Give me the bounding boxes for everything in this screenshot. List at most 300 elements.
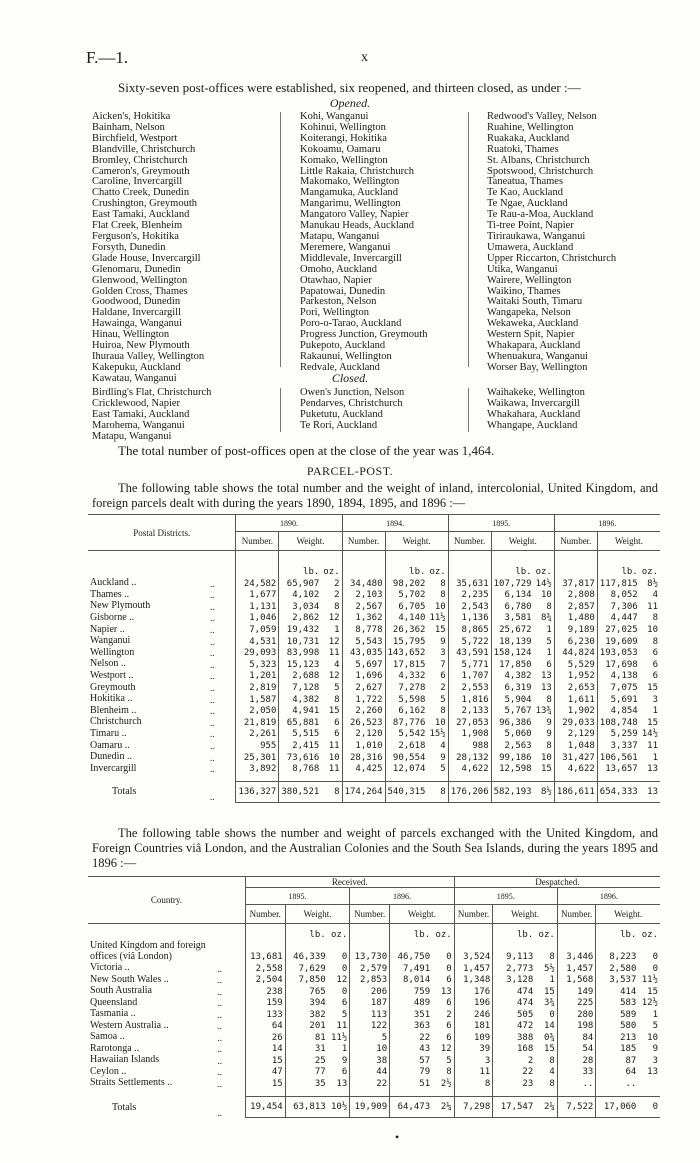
number-value: 29,033 bbox=[554, 716, 597, 728]
weight-lb-value: 25,672 bbox=[491, 623, 533, 635]
weight-oz-value: 9 bbox=[652, 1044, 658, 1054]
spacer-cell bbox=[432, 1089, 454, 1097]
leader-dots: .. bbox=[209, 578, 215, 589]
number-value: 238 bbox=[245, 985, 285, 997]
weight-lb-value: 12,598 bbox=[491, 763, 533, 775]
weight-oz-value: 6 bbox=[446, 1021, 452, 1031]
weight-oz-value: 6 bbox=[334, 717, 340, 728]
weight-oz-value: 15 bbox=[541, 764, 552, 775]
weight-oz-value: 8 bbox=[334, 694, 340, 705]
weight-oz-value: 4 bbox=[549, 1067, 555, 1077]
weight-oz-value: 0 bbox=[652, 963, 658, 974]
number-value: 113 bbox=[350, 1008, 390, 1020]
number-value: 280 bbox=[557, 1008, 596, 1020]
post-office-entry: Little Rakaia, Christchurch bbox=[300, 165, 415, 177]
weight-oz-value: 15 bbox=[647, 986, 658, 997]
row-label bbox=[88, 658, 208, 670]
weight-lb-value: 27,025 bbox=[597, 623, 639, 635]
weight-lb-value: 99,186 bbox=[491, 751, 533, 763]
row-label bbox=[88, 612, 208, 624]
weight-lb-value: 5,598 bbox=[385, 693, 427, 705]
row-label bbox=[88, 1054, 216, 1066]
weight-lb-value: 17,060 bbox=[596, 1097, 639, 1118]
weight-lb-value: 143,652 bbox=[385, 647, 427, 659]
weight-lb-value: 108,748 bbox=[597, 716, 639, 728]
number-value: 5,529 bbox=[554, 658, 597, 670]
number-value: 64 bbox=[245, 1020, 285, 1032]
weight-lb-value: 185 bbox=[596, 1043, 639, 1055]
weight-lb-value: 19,432 bbox=[279, 623, 321, 635]
unit-label: lb. bbox=[597, 551, 639, 578]
row-label-text: Wellington bbox=[90, 646, 135, 658]
weight-oz-value: 1 bbox=[341, 1044, 348, 1054]
post-office-entry: Owen's Junction, Nelson bbox=[300, 387, 405, 398]
number-value: 122 bbox=[350, 1020, 390, 1032]
column-header: Weight. bbox=[285, 905, 350, 924]
table-row bbox=[88, 589, 660, 601]
post-office-entry: Whakahara, Auckland bbox=[487, 408, 581, 420]
weight-oz-value: 6 bbox=[334, 729, 340, 740]
number-value: 3,892 bbox=[236, 763, 279, 775]
weight-oz-value: 9 bbox=[546, 717, 552, 728]
row-label bbox=[88, 997, 216, 1009]
units-spacer bbox=[554, 551, 597, 578]
weight-lb-value: 3,337 bbox=[597, 739, 639, 751]
weight-oz-value: 1 bbox=[549, 975, 555, 985]
weight-lb-value: 63,813 bbox=[285, 1097, 328, 1118]
row-label bbox=[88, 940, 216, 962]
weight-oz-value: 0¾ bbox=[543, 1032, 555, 1043]
row-label-text: Totals bbox=[112, 786, 137, 798]
number-value: 2,567 bbox=[342, 600, 385, 612]
opened-column-3 bbox=[487, 112, 616, 374]
number-value: 1,707 bbox=[448, 670, 491, 682]
number-value: 84 bbox=[557, 1031, 596, 1043]
table-header-row bbox=[88, 877, 660, 888]
weight-oz-value: 9 bbox=[440, 752, 446, 763]
weight-lb-value: 4,941 bbox=[279, 705, 321, 717]
post-office-entry: Spotswood, Christchurch bbox=[487, 165, 594, 177]
post-office-entry: Middlevale, Invercargill bbox=[300, 252, 402, 264]
table-row bbox=[88, 693, 660, 705]
column-header: Number. bbox=[557, 905, 596, 924]
row-label-text: Totals bbox=[112, 1101, 137, 1113]
table2-intro: The following table shows the number and weight of parcels exchanged with the United Kingdom, and Foreign Countries viâ London, and the Australian Colonies and the South Sea Islands, during the years 1895 and 1896 :— bbox=[92, 826, 658, 870]
weight-oz-value: 8 bbox=[652, 636, 658, 647]
post-office-entry: Redwood's Valley, Nelson bbox=[487, 111, 597, 122]
unit-label: oz. bbox=[323, 567, 340, 577]
weight-lb-value: 5,702 bbox=[385, 589, 427, 601]
number-value: 8,778 bbox=[342, 623, 385, 635]
weight-lb-value: 4,854 bbox=[597, 705, 639, 717]
post-office-entry: Mangamuka, Auckland bbox=[300, 187, 398, 199]
weight-oz-value: 9 bbox=[341, 1055, 348, 1066]
leader-dots: .. bbox=[209, 694, 215, 705]
weight-oz-value: 8 bbox=[546, 694, 552, 705]
weight-lb-value: 414 bbox=[596, 985, 639, 997]
weight-oz-value: 6 bbox=[446, 975, 452, 985]
leader-dots: .. bbox=[209, 613, 215, 624]
opened-heading: Opened. bbox=[329, 96, 371, 110]
weight-oz-value: 2¼ bbox=[432, 1097, 454, 1118]
post-office-entry: Hinau, Wellington bbox=[92, 329, 170, 341]
weight-lb-value: 2,773 bbox=[493, 962, 536, 974]
row-label bbox=[88, 751, 208, 763]
weight-lb-value: 2,862 bbox=[279, 612, 321, 624]
leader-dots: .. bbox=[217, 1078, 223, 1089]
number-value: 19,909 bbox=[350, 1097, 390, 1118]
leader-dots: .. bbox=[209, 717, 215, 728]
post-office-entry: Te Rori, Auckland bbox=[300, 419, 378, 431]
row-label bbox=[88, 705, 208, 717]
weight-oz-value: 15 bbox=[434, 624, 446, 635]
weight-lb-value: 7,629 bbox=[285, 962, 328, 974]
post-office-entry: East Tamaki, Auckland bbox=[92, 209, 190, 221]
weight-lb-value: 7,278 bbox=[385, 681, 427, 693]
weight-oz-value: 11 bbox=[647, 601, 658, 612]
number-value: 1,131 bbox=[236, 600, 279, 612]
weight-lb-value: 168 bbox=[493, 1043, 536, 1055]
post-office-entry: Bainham, Nelson bbox=[92, 121, 165, 133]
post-office-entry: Ferguson's, Hokitika bbox=[92, 230, 179, 242]
number-value: 26,523 bbox=[342, 716, 385, 728]
row-label bbox=[88, 1077, 216, 1089]
weight-oz-value: 5 bbox=[546, 636, 552, 647]
leader-dots: .. bbox=[209, 648, 215, 659]
number-value: 159 bbox=[245, 997, 285, 1009]
post-office-entry: Pori, Wellington bbox=[300, 307, 369, 319]
post-office-entry: Whenuakura, Wanganui bbox=[487, 350, 589, 362]
post-offices-intro: Sixty-seven post-offices were established, six reopened, and thirteen closed, as under :— bbox=[118, 80, 581, 95]
post-office-entry: Waikawa, Invercargill bbox=[487, 397, 580, 409]
number-value: 1,457 bbox=[557, 962, 596, 974]
weight-oz-value: 12 bbox=[328, 636, 340, 647]
number-value: 1,908 bbox=[448, 728, 491, 740]
row-label-text: Nelson .. bbox=[90, 658, 126, 670]
column-header: Number. bbox=[350, 905, 390, 924]
weight-lb-value: 87,776 bbox=[385, 716, 427, 728]
table-row bbox=[88, 1043, 660, 1055]
spacer-cell bbox=[427, 774, 448, 781]
weight-lb-value: 5,515 bbox=[279, 728, 321, 740]
column-header: Number. bbox=[245, 905, 285, 924]
weight-oz-value: 0 bbox=[446, 952, 452, 962]
number-value: 2,857 bbox=[554, 600, 597, 612]
leader-dots: .. bbox=[209, 752, 215, 763]
number-value: 25,301 bbox=[236, 751, 279, 763]
post-office-entry: Kohinui, Wellington bbox=[300, 121, 386, 133]
spacer-cell bbox=[596, 1089, 639, 1097]
year-header: 1895. bbox=[454, 888, 557, 905]
weight-oz-value: 5 bbox=[341, 1009, 348, 1020]
opened-column-1 bbox=[92, 112, 204, 385]
weight-oz-value: 6 bbox=[652, 659, 658, 670]
table-row bbox=[88, 681, 660, 693]
table-row bbox=[88, 577, 660, 589]
number-value: 13,681 bbox=[245, 940, 285, 962]
closed-column-1 bbox=[92, 388, 211, 443]
post-office-entry: Utika, Wanganui bbox=[487, 263, 558, 275]
number-value: 4,622 bbox=[554, 763, 597, 775]
post-office-entry: Kokoamu, Oamaru bbox=[300, 143, 381, 155]
weight-oz-value: 12 bbox=[328, 671, 340, 682]
number-value: 6,230 bbox=[554, 635, 597, 647]
weight-oz-value: 11 bbox=[647, 740, 658, 751]
units-spacer bbox=[342, 551, 385, 578]
post-office-entry: Cameron's, Greymouth bbox=[92, 165, 190, 177]
number-value: 2,120 bbox=[342, 728, 385, 740]
weight-lb-value: 13,657 bbox=[597, 763, 639, 775]
table-row bbox=[88, 974, 660, 986]
weight-oz-value: 2 bbox=[446, 1009, 452, 1020]
number-value: 1,816 bbox=[448, 693, 491, 705]
weight-oz-value: 11½ bbox=[641, 975, 658, 985]
row-label-text: Invercargill bbox=[90, 762, 137, 774]
number-value: 1,696 bbox=[342, 670, 385, 682]
weight-lb-value: 57 bbox=[390, 1054, 433, 1066]
page-number: x bbox=[361, 50, 368, 65]
weight-lb-value: 5,259 bbox=[597, 728, 639, 740]
leader-dots: .. bbox=[209, 590, 215, 601]
weight-lb-value: 64 bbox=[596, 1066, 639, 1078]
column-header: Number. bbox=[236, 532, 279, 551]
post-office-entry: Crushington, Greymouth bbox=[92, 198, 197, 210]
weight-oz-value: 8 bbox=[546, 601, 552, 612]
number-value: 176 bbox=[454, 985, 493, 997]
weight-lb-value: 117,815 bbox=[597, 577, 639, 589]
row-label bbox=[88, 962, 216, 974]
weight-oz-value: 2 bbox=[334, 590, 340, 601]
leader-dots: .. bbox=[209, 729, 215, 740]
weight-lb-value: 6,319 bbox=[491, 681, 533, 693]
weight-lb-value: 77 bbox=[285, 1066, 328, 1078]
totals-row bbox=[88, 1097, 660, 1118]
weight-oz-value: 13¾ bbox=[535, 706, 552, 717]
number-value: 44 bbox=[350, 1066, 390, 1078]
row-label bbox=[88, 589, 208, 601]
weight-oz-value: 5 bbox=[334, 682, 340, 693]
row-label bbox=[88, 728, 208, 740]
number-value: 21,819 bbox=[236, 716, 279, 728]
weight-oz-value: 10 bbox=[328, 752, 340, 763]
weight-oz-value: 15½ bbox=[429, 729, 446, 740]
spacer-cell bbox=[638, 1089, 660, 1097]
weight-oz-value: 4 bbox=[652, 590, 658, 601]
weight-oz-value: 8½ bbox=[534, 781, 555, 802]
weight-oz-value: 13 bbox=[541, 682, 552, 693]
row-label-text: Timaru .. bbox=[90, 728, 127, 740]
parcels-exchanged-table bbox=[88, 876, 660, 1118]
leader-dots: .. bbox=[209, 601, 215, 612]
weight-oz-value: 8 bbox=[321, 781, 342, 802]
column-header: Weight. bbox=[390, 905, 455, 924]
post-office-entry: Komako, Wellington bbox=[300, 154, 388, 166]
row-label-text: Christchurch bbox=[90, 716, 142, 728]
table-row bbox=[88, 985, 660, 997]
number-value: 186,611 bbox=[554, 781, 597, 802]
post-office-entry: St. Albans, Christchurch bbox=[487, 154, 590, 166]
spacer-cell bbox=[88, 1089, 245, 1097]
unit-label: oz. bbox=[535, 567, 552, 577]
weight-lb-value: 65,907 bbox=[279, 577, 321, 589]
units-spacer bbox=[245, 924, 285, 941]
units-spacer bbox=[88, 551, 236, 578]
post-office-entry: Omoho, Auckland bbox=[300, 263, 377, 275]
weight-oz-value: 0 bbox=[341, 986, 348, 997]
row-label-text: Samoa .. bbox=[90, 1031, 125, 1043]
post-office-entry: Cricklewood, Napier bbox=[92, 397, 181, 409]
weight-lb-value: 580 bbox=[596, 1020, 639, 1032]
weight-oz-value: 13 bbox=[336, 1078, 348, 1089]
weight-oz-value: 5 bbox=[652, 1021, 658, 1031]
year-header: 1896. bbox=[557, 888, 660, 905]
number-value: 28 bbox=[557, 1054, 596, 1066]
weight-lb-value: 7,491 bbox=[390, 962, 433, 974]
post-office-entry: Bromley, Christchurch bbox=[92, 154, 188, 166]
weight-oz-value: 2¼ bbox=[535, 1097, 557, 1118]
unit-label: oz. bbox=[330, 930, 348, 940]
weight-oz-value: 10 bbox=[541, 752, 552, 763]
row-label bbox=[88, 1031, 216, 1043]
number-value: 26 bbox=[245, 1031, 285, 1043]
weight-oz-value: 1 bbox=[546, 624, 552, 635]
number-value: 246 bbox=[454, 1008, 493, 1020]
row-label bbox=[88, 1066, 216, 1078]
number-value: 109 bbox=[454, 1031, 493, 1043]
leader-dots: .. bbox=[217, 1044, 223, 1054]
row-label-text: Dunedin .. bbox=[90, 751, 132, 763]
number-value: 4,622 bbox=[448, 763, 491, 775]
weight-oz-value: 15 bbox=[543, 986, 555, 997]
weight-oz-value: 8 bbox=[546, 740, 552, 751]
weight-oz-value: 8 bbox=[549, 1078, 555, 1089]
column-header: Weight. bbox=[385, 532, 448, 551]
row-label bbox=[88, 693, 208, 705]
number-value: 1,587 bbox=[236, 693, 279, 705]
weight-lb-value: 8,014 bbox=[390, 974, 433, 986]
weight-oz-value: 2 bbox=[334, 578, 340, 589]
post-office-entry: Glenomaru, Dunedin bbox=[92, 263, 181, 275]
weight-lb-value: 17,815 bbox=[385, 658, 427, 670]
number-value: 47 bbox=[245, 1066, 285, 1078]
weight-oz-value: 9 bbox=[546, 729, 552, 740]
number-value: 2,819 bbox=[236, 681, 279, 693]
post-office-entry: Worser Bay, Wellington bbox=[487, 361, 588, 373]
spacer-cell bbox=[491, 774, 533, 781]
weight-lb-value: 83,998 bbox=[279, 647, 321, 659]
number-value: 43,591 bbox=[448, 647, 491, 659]
year-header: 1896. bbox=[554, 515, 660, 532]
units-spacer bbox=[350, 924, 390, 941]
row-label-text: Queensland bbox=[90, 996, 138, 1008]
weight-lb-value: 18,139 bbox=[491, 635, 533, 647]
column-header: Country. bbox=[88, 877, 245, 924]
weight-oz-value: 3 bbox=[440, 648, 446, 659]
number-value: 2,579 bbox=[350, 962, 390, 974]
weight-oz-value: 2½ bbox=[440, 1078, 452, 1089]
number-value: 2,103 bbox=[342, 589, 385, 601]
weight-oz-value: 0 bbox=[652, 952, 658, 962]
weight-lb-value: 98,202 bbox=[385, 577, 427, 589]
weight-lb-value: 589 bbox=[596, 1008, 639, 1020]
post-office-entry: Upper Riccarton, Christchurch bbox=[487, 252, 617, 264]
spacer-cell bbox=[597, 774, 639, 781]
table-row bbox=[88, 705, 660, 717]
number-value: 206 bbox=[350, 985, 390, 997]
weight-lb-value: 474 bbox=[493, 997, 536, 1009]
weight-lb-value: 87 bbox=[596, 1054, 639, 1066]
row-label-text: Thames .. bbox=[90, 588, 130, 600]
spacer-cell bbox=[342, 774, 385, 781]
table-row bbox=[88, 600, 660, 612]
number-value: 9,189 bbox=[554, 623, 597, 635]
weight-oz-value: 12½ bbox=[641, 998, 658, 1008]
row-label bbox=[88, 781, 208, 802]
unit-label: lb. bbox=[285, 924, 328, 941]
number-value: 10 bbox=[350, 1043, 390, 1055]
post-office-entry: Whakapara, Auckland bbox=[487, 340, 581, 352]
post-office-entry: Glenwood, Wellington bbox=[92, 274, 188, 286]
post-office-entry: Rakaunui, Wellington bbox=[300, 350, 392, 362]
post-office-entry: Wairere, Wellington bbox=[487, 274, 572, 286]
units-spacer bbox=[88, 924, 245, 941]
leader-dots: .. bbox=[209, 671, 215, 682]
number-value: 2,627 bbox=[342, 681, 385, 693]
number-value: 1,457 bbox=[454, 962, 493, 974]
number-value: 1,048 bbox=[554, 739, 597, 751]
number-value: 19,454 bbox=[245, 1097, 285, 1118]
weight-lb-value: 7,128 bbox=[279, 681, 321, 693]
column-header: Weight. bbox=[491, 532, 554, 551]
weight-oz-value: 15 bbox=[543, 1044, 555, 1054]
post-office-entry: Wangapeka, Nelson bbox=[487, 307, 571, 319]
number-value: 1,480 bbox=[554, 612, 597, 624]
weight-lb-value: 17,698 bbox=[597, 658, 639, 670]
number-value: 187 bbox=[350, 997, 390, 1009]
number-value: 31,427 bbox=[554, 751, 597, 763]
group-header: Received. bbox=[245, 877, 454, 888]
weight-oz-value: 6 bbox=[440, 671, 446, 682]
number-value: 54 bbox=[557, 1043, 596, 1055]
number-value: 7,298 bbox=[454, 1097, 493, 1118]
table-row bbox=[88, 962, 660, 974]
post-office-entry: Birdling's Flat, Christchurch bbox=[92, 387, 212, 398]
post-office-entry: Western Spit, Napier bbox=[487, 329, 575, 341]
row-label bbox=[88, 577, 208, 589]
post-office-entry: Aicken's, Hokitika bbox=[92, 111, 171, 122]
column-header: Weight. bbox=[279, 532, 342, 551]
weight-lb-value: 7,306 bbox=[597, 600, 639, 612]
spacer-cell bbox=[236, 774, 279, 781]
post-office-entry: Kawatau, Wanganui bbox=[92, 372, 177, 384]
number-value: 5,543 bbox=[342, 635, 385, 647]
year-header: 1894. bbox=[342, 515, 448, 532]
spacer-cell bbox=[390, 1089, 433, 1097]
weight-oz-value: 12 bbox=[440, 1044, 452, 1054]
post-office-entry: Forsyth, Dunedin bbox=[92, 241, 166, 253]
weight-lb-value: 765 bbox=[285, 985, 328, 997]
units-spacer bbox=[448, 551, 491, 578]
number-value: 955 bbox=[236, 739, 279, 751]
unit-label: lb. bbox=[491, 551, 533, 578]
number-value: 7,059 bbox=[236, 623, 279, 635]
year-header: 1895. bbox=[448, 515, 554, 532]
weight-lb-value: 106,561 bbox=[597, 751, 639, 763]
row-label bbox=[88, 670, 208, 682]
number-value: 2,543 bbox=[448, 600, 491, 612]
parcel-post-title: PARCEL-POST. bbox=[306, 464, 394, 478]
weight-lb-value: 4,140 bbox=[385, 612, 427, 624]
